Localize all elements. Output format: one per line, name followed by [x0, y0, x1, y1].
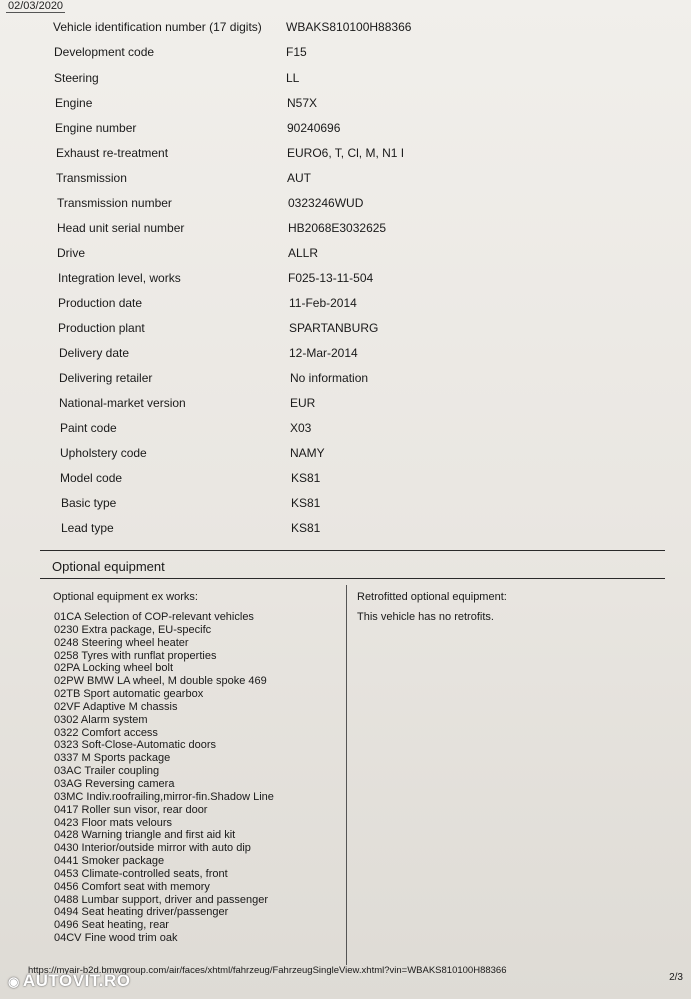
info-label: Lead type [61, 521, 114, 535]
info-label: Engine [55, 96, 93, 110]
ex-works-list [54, 611, 274, 945]
info-row [0, 146, 691, 170]
info-value: LL [286, 71, 300, 85]
info-value: KS81 [291, 521, 321, 535]
info-row [0, 296, 691, 320]
list-item: 0417 Roller sun visor, rear door [54, 803, 208, 816]
info-label: Model code [60, 471, 123, 485]
info-row [0, 396, 691, 420]
info-value: EUR [290, 396, 316, 410]
info-value: SPARTANBURG [289, 321, 379, 335]
ex-works-heading: Optional equipment ex works: [53, 591, 198, 603]
info-row [0, 521, 691, 545]
list-item: 02PW BMW LA wheel, M double spoke 469 [54, 675, 267, 688]
divider [40, 578, 665, 579]
info-value: NAMY [290, 446, 325, 460]
watermark-pin-icon: ◉ [8, 974, 20, 989]
list-item: 03MC Indiv.roofrailing,mirror-fin.Shadow Line [54, 790, 274, 803]
info-value: F15 [286, 45, 307, 59]
info-value: AUT [287, 171, 311, 185]
info-row [0, 45, 691, 69]
info-label: Transmission [56, 171, 127, 185]
list-item: 0323 Soft-Close-Automatic doors [54, 739, 217, 752]
info-row [0, 171, 691, 195]
info-value: F025-13-11-504 [288, 271, 374, 285]
info-row [0, 421, 691, 445]
info-row [0, 121, 691, 145]
info-label: Transmission number [57, 196, 172, 210]
list-item: 03AC Trailer coupling [54, 765, 160, 778]
list-item: 0430 Interior/outside mirror with auto dip [54, 842, 251, 855]
info-value: HB2068E3032625 [288, 221, 387, 235]
info-row [0, 446, 691, 470]
info-row [0, 20, 691, 44]
section-title: Optional equipment [52, 559, 165, 574]
list-item: 02VF Adaptive M chassis [54, 700, 178, 713]
info-value: 12-Mar-2014 [289, 346, 358, 360]
divider [40, 550, 665, 551]
info-label: National-market version [59, 396, 186, 410]
date-stamp: 02/03/2020 [8, 0, 64, 12]
list-item: 0456 Comfort seat with memory [54, 880, 210, 893]
info-label: Basic type [61, 496, 117, 510]
info-label: Steering [54, 71, 99, 85]
info-row [0, 221, 691, 245]
info-row [0, 471, 691, 495]
info-label: Production date [58, 296, 143, 310]
column-divider [346, 585, 347, 965]
retrofitted-heading: Retrofitted optional equipment: [357, 591, 507, 603]
list-item: 0423 Floor mats velours [54, 816, 172, 829]
list-item: 0248 Steering wheel heater [54, 636, 189, 649]
info-row [0, 496, 691, 520]
info-row [0, 196, 691, 220]
list-item: 0494 Seat heating driver/passenger [54, 906, 229, 919]
list-item: 02PA Locking wheel bolt [54, 662, 174, 675]
info-row [0, 271, 691, 295]
list-item: 0428 Warning triangle and first aid kit [54, 829, 236, 842]
list-item: 0230 Extra package, EU-specifc [54, 623, 212, 636]
info-label: Upholstery code [60, 446, 147, 460]
info-value: 11-Feb-2014 [289, 296, 357, 310]
info-label: Delivery date [59, 346, 130, 360]
info-value: 0323246WUD [288, 196, 364, 210]
info-label: Drive [57, 246, 86, 260]
list-item: 04CV Fine wood trim oak [54, 932, 178, 945]
info-value: WBAKS810100H88366 [286, 20, 412, 34]
list-item: 0496 Seat heating, rear [54, 919, 169, 932]
info-label: Delivering retailer [59, 371, 153, 385]
info-label: Vehicle identification number (17 digits) [53, 20, 262, 34]
info-value: 90240696 [287, 121, 341, 135]
info-value: EURO6, T, Cl, M, N1 I [287, 146, 405, 160]
info-label: Exhaust re-treatment [56, 146, 169, 160]
info-row [0, 246, 691, 270]
watermark-text: AUTOVIT.RO [22, 971, 131, 990]
info-row [0, 321, 691, 345]
info-value: ALLR [288, 246, 319, 260]
list-item: 0488 Lumbar support, driver and passenger [54, 893, 269, 906]
info-row [0, 71, 691, 95]
list-item: 01CA Selection of COP-relevant vehicles [54, 611, 254, 623]
info-label: Engine number [55, 121, 137, 135]
list-item: 03AG Reversing camera [54, 777, 175, 790]
list-item: 0453 Climate-controlled seats, front [54, 867, 228, 880]
watermark-logo [8, 971, 130, 991]
info-label: Production plant [58, 321, 145, 335]
list-item: 0302 Alarm system [54, 713, 148, 726]
list-item: 0258 Tyres with runflat properties [54, 649, 217, 662]
page-number: 2/3 [669, 972, 683, 983]
info-value: No information [290, 371, 369, 385]
info-label: Paint code [60, 421, 117, 435]
list-item: 0337 M Sports package [54, 752, 171, 765]
footer-url: https://myair-b2d.bmwgroup.com/air/faces/xhtml/fahrzeug/FahrzeugSingleView.xhtml?vin=WBAKS810100H88366 [28, 965, 507, 976]
info-label: Development code [54, 45, 155, 59]
info-row [0, 371, 691, 395]
info-label: Head unit serial number [57, 221, 185, 235]
list-item: 0322 Comfort access [54, 726, 158, 739]
info-row [0, 346, 691, 370]
list-item: 0441 Smoker package [54, 855, 165, 868]
info-row [0, 96, 691, 120]
info-value: KS81 [291, 496, 321, 510]
retrofitted-text: This vehicle has no retrofits. [357, 611, 494, 623]
info-value: KS81 [291, 471, 321, 485]
list-item: 02TB Sport automatic gearbox [54, 688, 204, 701]
info-label: Integration level, works [58, 271, 181, 285]
info-value: X03 [290, 421, 312, 435]
info-value: N57X [287, 96, 318, 110]
